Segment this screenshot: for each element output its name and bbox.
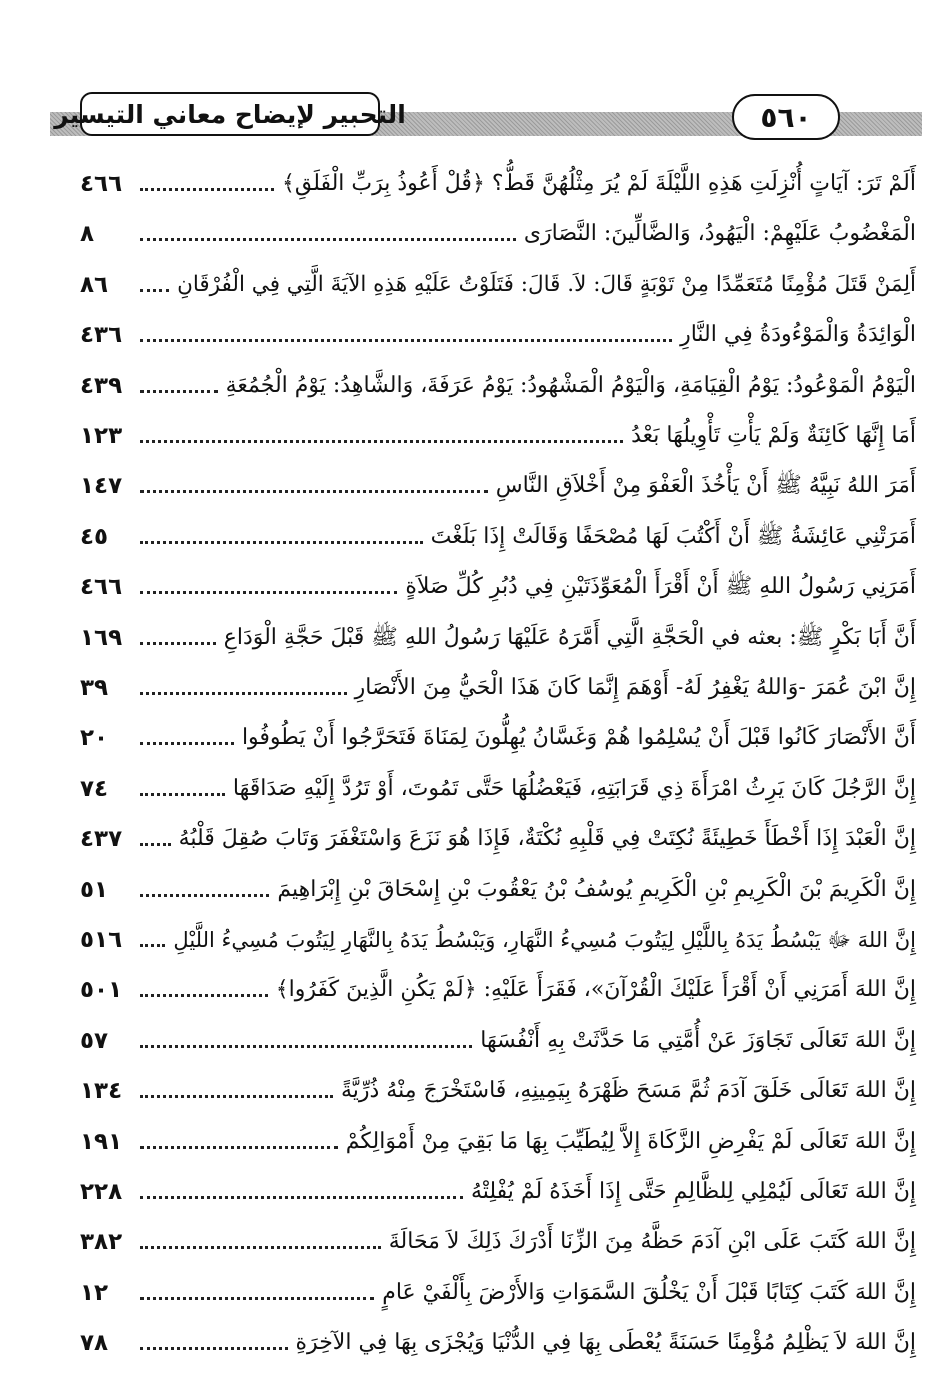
leader-dots	[140, 390, 218, 393]
entry-page-number: ٤٣٧	[80, 826, 123, 853]
leader-dots	[140, 642, 216, 645]
entry-page-number: ٧٨	[80, 1330, 109, 1357]
entry-page-number: ٤٦٦	[80, 574, 123, 601]
book-title-box	[54, 92, 406, 136]
index-entry	[80, 1017, 916, 1057]
index-entry	[80, 916, 916, 956]
leader-dots	[140, 843, 171, 846]
index-entry	[80, 311, 916, 351]
leader-dots	[140, 793, 225, 796]
page-header	[50, 92, 922, 152]
entry-text: إِنَّ الرَّجُلَ كَانَ يَرِثُ امْرَأَةَ ذِي قَرَابَتِهِ، فَيَعْضُلُهَا حَتَّى تَمُوتَ، أَوْ تَرُدَّ إِلَيْهِ صَدَاقَهَا	[232, 775, 916, 801]
index-entry	[80, 1168, 916, 1208]
leader-dots	[140, 1095, 333, 1098]
entry-page-number: ٢٠	[80, 725, 109, 752]
leader-dots	[140, 1297, 374, 1300]
leader-dots	[140, 339, 672, 342]
entry-text: الْوَائِدَةُ وَالْمَوْءُودَةُ فِي النَّارِ	[680, 322, 916, 348]
entry-page-number: ١٣٤	[80, 1078, 123, 1105]
index-entry	[80, 765, 916, 805]
entry-text: إِنَّ اللهَ كَتَبَ كِتَابًا قَبْلَ أَنْ يَخْلُقَ السَّمَوَاتِ وَالأَرْضَ بِأَلْفَيْ عَامٍ	[382, 1279, 916, 1305]
leader-dots	[140, 591, 397, 594]
entry-page-number: ٢٢٨	[80, 1179, 123, 1205]
entry-text: إِنَّ ابْنَ عُمَرَ -وَاللهُ يَغْفِرُ لَهُ- أَوْهَمَ إِنَّمَا كَانَ هَذَا الْحَيُّ مِنَ الأَنْصَارِ	[354, 675, 916, 700]
page-number: ٥٦٠	[760, 100, 812, 134]
entry-page-number: ٨	[80, 221, 95, 248]
leader-dots	[140, 1196, 463, 1199]
index-entry	[80, 815, 916, 855]
index-entry	[80, 1067, 916, 1107]
entry-text: الْيَوْمُ الْمَوْعُودُ: يَوْمُ الْقِيَامَةِ، وَالْيَوْمُ الْمَشْهُودُ: يَوْمُ عَرَفَةَ، وَالشَّاهِدُ: يَوْمُ الْجُمُعَةِ	[225, 372, 916, 398]
entry-page-number: ٤٥	[80, 523, 109, 550]
entry-page-number: ١٢٣	[80, 423, 123, 449]
entry-text: أَلَمْ تَرَ: آيَاتٍ أُنْزِلَتِ هَذِهِ اللَّيْلَةَ لَمْ يُرَ مِثْلُهُنَّ قَطُّ؟ ﴿قُلْ أَعُوذُ بِرَبِّ الْفَلَقِ﴾	[281, 171, 916, 196]
entry-text: أَمَرَتْنِي عَائِشَةُ ﷺ أَنْ أَكْتُبَ لَهَا مُصْحَفًا وَقَالَتْ إِذَا بَلَغْتَ	[430, 523, 916, 549]
entry-page-number: ٤٦٦	[80, 171, 123, 197]
leader-dots	[140, 289, 169, 292]
leader-dots	[140, 440, 623, 443]
entry-text: إِنَّ اللهَ ﷻ يَبْسُطُ يَدَهُ بِاللَّيْلِ لِيَتُوبَ مُسِيءُ النَّهَارِ، وَيَبْسُطُ يَدَهُ بِالنَّهَارِ لِيَتُوبَ مُسِيءُ اللَّيْلِ	[173, 928, 916, 952]
leader-dots	[140, 692, 347, 695]
entry-text: الْمَغْضُوبُ عَلَيْهِمْ: الْيَهُودُ، وَالضَّالِّينَ: النَّصَارَى	[523, 221, 916, 247]
leader-dots	[140, 894, 269, 897]
entry-text: إِنَّ اللهَ تَعَالَى تَجَاوَزَ عَنْ أُمَّتِي مَا حَدَّثَتْ بِهِ أَنْفُسَهَا	[480, 1027, 916, 1053]
entry-page-number: ٥٧	[80, 1027, 109, 1054]
entry-text: إِنَّ اللهَ أَمَرَنِي أَنْ أَقْرَأَ عَلَيْكَ الْقُرْآنَ»، فَقَرَأَ عَلَيْهِ: ﴿لَمْ يَكُنِ الَّذِينَ كَفَرُوا﴾	[275, 977, 916, 1003]
entry-text: إِنَّ اللهَ لاَ يَظْلِمُ مُؤْمِنًا حَسَنَةً يُعْطَى بِهَا فِي الدُّنْيَا وَيُجْزَى بِهَا فِي الآخِرَةِ	[295, 1330, 916, 1356]
entry-text: أَنَّ أَبَا بَكْرٍ ﷺ: بعثه في الْحَجَّةِ الَّتِي أَمَّرَهُ عَلَيْهَا رَسُولُ اللهِ ﷺ قَبْلَ حَجَّةِ الْوَدَاعِ	[223, 624, 916, 650]
entry-text: أَنَّ الأَنْصَارَ كَانُوا قَبْلَ أَنْ يُسْلِمُوا هُمْ وَغَسَّانُ يُهِلُّونَ لِمَنَاةَ فَتَحَرَّجُوا أَنْ يَطُوفُوا	[241, 725, 916, 751]
entry-page-number: ٥١	[80, 876, 109, 903]
entry-text: إِنَّ الْعَبْدَ إِذَا أَخْطَأَ خَطِيئَةً نُكِتَتْ فِي قَلْبِهِ نُكْتَةٌ، فَإِذَا هُوَ نَزَعَ وَاسْتَغْفَرَ وَتَابَ صُقِلَ قَلْبُهُ	[178, 826, 916, 852]
leader-dots	[140, 944, 165, 947]
leader-dots	[140, 188, 274, 191]
index-entry	[80, 362, 916, 402]
index-entry	[80, 210, 916, 250]
entry-page-number: ١٤٧	[80, 473, 123, 500]
book-title: التحبير لإيضاح معاني التيسير	[54, 99, 406, 129]
leader-dots	[140, 994, 268, 997]
entry-page-number: ١٢	[80, 1279, 109, 1306]
leader-dots	[140, 1246, 381, 1249]
entry-page-number: ٧٤	[80, 775, 109, 802]
leader-dots	[140, 541, 423, 544]
index-entry	[80, 160, 916, 200]
entry-page-number: ١٦٩	[80, 624, 123, 651]
entry-text: أَمَرَنِي رَسُولُ اللهِ ﷺ أَنْ أَقْرَأَ الْمُعَوِّذَتَيْنِ فِي دُبُرِ كُلِّ صَلاَةٍ	[405, 574, 916, 600]
index-entry	[80, 462, 916, 502]
entry-page-number: ٨٦	[80, 271, 109, 298]
index-entry	[80, 664, 916, 704]
entry-page-number: ٣٩	[80, 675, 109, 701]
leader-dots	[140, 742, 234, 745]
entry-page-number: ٥٠١	[80, 977, 123, 1004]
leader-dots	[140, 1347, 288, 1350]
index-entry	[80, 1319, 916, 1359]
index-entry	[80, 966, 916, 1006]
entry-text: إِنَّ اللهَ كَتَبَ عَلَى ابْنِ آدَمَ حَظَّهُ مِنَ الزِّنَا أَدْرَكَ ذَلِكَ لاَ مَحَالَةَ	[388, 1229, 916, 1255]
entry-text: إِنَّ اللهَ تَعَالَى خَلَقَ آدَمَ ثُمَّ مَسَحَ ظَهْرَهُ بِيَمِينِهِ، فَاسْتَخْرَجَ مِنْهُ ذُرِّيَّةً	[340, 1078, 916, 1104]
leader-dots	[140, 490, 488, 493]
entry-page-number: ٣٨٢	[80, 1229, 123, 1256]
entry-page-number: ١٩١	[80, 1128, 123, 1155]
index-entry	[80, 614, 916, 654]
leader-dots	[140, 238, 516, 241]
index-entry	[80, 261, 916, 301]
index-entry	[80, 1269, 916, 1309]
index-entry	[80, 563, 916, 603]
page-number-box	[732, 94, 840, 140]
index-entry	[80, 714, 916, 754]
entry-text: إِنَّ الْكَرِيمَ بْنَ الْكَرِيمِ بْنِ الْكَرِيمِ يُوسُفُ بْنُ يَعْقُوبَ بْنِ إِسْحَاقَ بْنِ إِبْرَاهِيمَ	[277, 876, 916, 902]
index-entry	[80, 1218, 916, 1258]
index-entry	[80, 513, 916, 553]
entry-text: أَمَرَ اللهُ نَبِيَّهُ ﷺ أَنْ يَأْخُذَ الْعَفْوَ مِنْ أَخْلاَقِ النَّاسِ	[495, 473, 916, 499]
leader-dots	[140, 1045, 472, 1048]
index-entry	[80, 866, 916, 906]
index-entry	[80, 1118, 916, 1158]
entry-text: أَمَا إِنَّهَا كَائِنَةٌ وَلَمْ يَأْتِ تَأْوِيلُهَا بَعْدُ	[631, 423, 916, 448]
entry-text: إِنَّ اللهَ تَعَالَى لَيُمْلِي لِلظَّالِمِ حَتَّى إِذَا أَخَذَهُ لَمْ يُفْلِتْهُ	[470, 1179, 916, 1204]
entry-text: إِنَّ اللهَ تَعَالَى لَمْ يَفْرِضِ الزَّكَاةَ إِلاَّ لِيُطَيِّبَ بِهَا مَا بَقِيَ مِنْ أَمْوَالِكُمْ	[345, 1128, 916, 1154]
leader-dots	[140, 1146, 338, 1149]
entry-page-number: ٤٣٩	[80, 372, 123, 399]
entry-text: أَلِمَنْ قَتَلَ مُؤْمِنًا مُتَعَمِّدًا مِنْ تَوْبَةٍ قَالَ: لاَ. قَالَ: فَتَلَوْتُ عَلَيْهِ هَذِهِ الآيَةَ الَّتِي فِي الْفُرْقَانِ	[177, 271, 916, 297]
entry-page-number: ٤٣٦	[80, 322, 123, 349]
entry-page-number: ٥١٦	[80, 927, 123, 953]
index-entry	[80, 412, 916, 452]
